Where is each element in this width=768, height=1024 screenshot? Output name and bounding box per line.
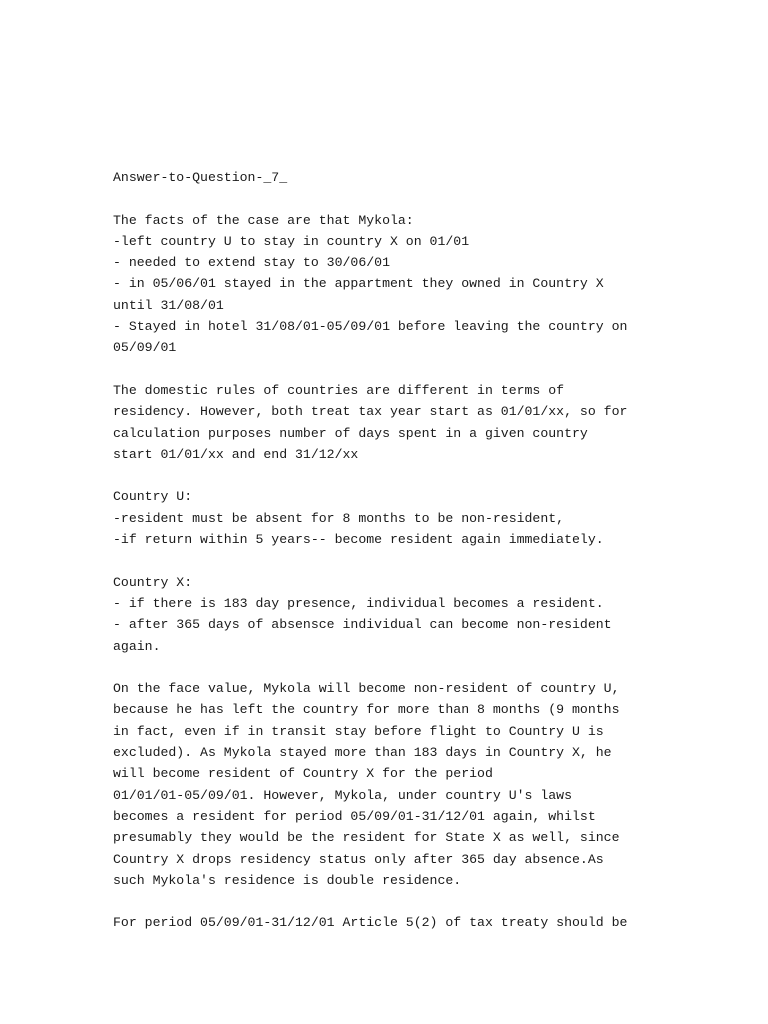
document-page [113, 167, 753, 934]
paragraph-gap [113, 188, 753, 209]
paragraph-gap [113, 465, 753, 486]
facts-line: 05/09/01 [113, 340, 177, 356]
facts-line: - in 05/06/01 stayed in the appartment they owned in Country X [113, 276, 604, 292]
domestic-rules-line: residency. However, both treat tax year start as 01/01/xx, so for [113, 404, 628, 420]
facts-line: - needed to extend stay to 30/06/01 [113, 255, 390, 271]
analysis-line: will become resident of Country X for the period [113, 766, 493, 782]
domestic-rules-line: The domestic rules of countries are different in terms of [113, 382, 565, 398]
analysis-line: such Mykola's residence is double residence. [113, 872, 462, 888]
analysis-line: presumably they would be the resident for State X as well, since [113, 830, 620, 846]
document-title: Answer-to-Question-_7_ [113, 170, 288, 185]
analysis-line: becomes a resident for period 05/09/01-31/12/01 again, whilst [113, 808, 596, 824]
paragraph-gap [113, 550, 753, 571]
facts-line: until 31/08/01 [113, 297, 224, 313]
analysis-line: On the face value, Mykola will become non-resident of country U, [113, 681, 620, 697]
country-x-heading: Country X: [113, 574, 193, 590]
facts-line: -left country U to stay in country X on 01/01 [113, 233, 470, 249]
period-line: For period 05/09/01-31/12/01 Article 5(2) of tax treaty should be [113, 915, 628, 931]
paragraph-gap [113, 657, 753, 678]
country-u-rule: -if return within 5 years-- become resident again immediately. [113, 532, 604, 548]
analysis-line: in fact, even if in transit stay before flight to Country U is [113, 723, 604, 739]
analysis-line: excluded). As Mykola stayed more than 183 days in Country X, he [113, 745, 612, 761]
paragraph-gap [113, 891, 753, 912]
country-x-rule: - after 365 days of absensce individual can become non-resident [113, 617, 612, 633]
country-x-rule: - if there is 183 day presence, individual becomes a resident. [113, 595, 604, 611]
domestic-rules-line: start 01/01/xx and end 31/12/xx [113, 446, 359, 462]
facts-line: - Stayed in hotel 31/08/01-05/09/01 before leaving the country on [113, 319, 628, 335]
paragraph-gap [113, 359, 753, 380]
domestic-rules-line: calculation purposes number of days spent in a given country [113, 425, 588, 441]
analysis-line: Country X drops residency status only after 365 day absence.As [113, 851, 604, 867]
country-x-rule: again. [113, 638, 161, 654]
facts-intro: The facts of the case are that Mykola: [113, 212, 414, 228]
analysis-line: because he has left the country for more than 8 months (9 months [113, 702, 620, 718]
country-u-heading: Country U: [113, 489, 193, 505]
country-u-rule: -resident must be absent for 8 months to be non-resident, [113, 510, 565, 526]
analysis-line: 01/01/01-05/09/01. However, Mykola, under country U's laws [113, 787, 572, 803]
